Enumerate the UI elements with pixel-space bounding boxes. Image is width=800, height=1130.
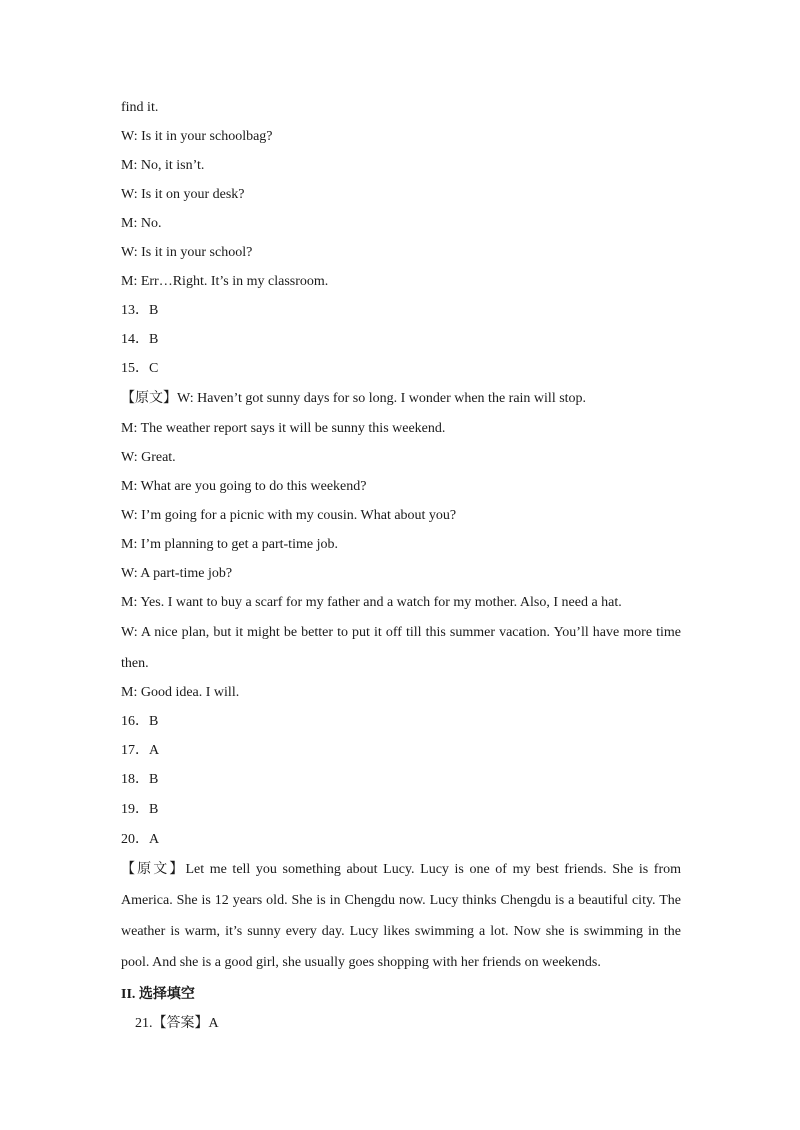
text-line: M: Good idea. I will. (121, 685, 240, 700)
section-heading: II. 选择填空 (121, 987, 195, 1002)
transcript-line: 【原文】W: Haven’t got sunny days for so long. I wonder when the rain will stop. (121, 391, 587, 406)
text-line: W: Is it in your school? (121, 245, 253, 260)
answer-line: 18．B (121, 772, 159, 787)
answer-line: 20．A (121, 832, 160, 847)
answer-line: 13．B (121, 303, 159, 318)
text-line: M: Yes. I want to buy a scarf for my father and a watch for my mother. Also, I need a hat. (121, 595, 622, 610)
answer-line: 17．A (121, 743, 160, 758)
text-line: M: I’m planning to get a part-time job. (121, 537, 338, 552)
transcript-paragraph: 【原文】Let me tell you something about Lucy. Lucy is one of my best friends. She is from America. She is 12 years old. She is in Chengdu now. Lucy thinks Chengdu is a beautiful city. The weather is warm, it’s sunny every day. Lucy likes swimming a lot. Now she is swimming in the pool. And she is a good girl, she usually goes shopping with her friends on weekends. (121, 862, 681, 970)
answer-line: 21.【答案】A (135, 1016, 219, 1031)
text-paragraph: W: A nice plan, but it might be better to put it off till this summer vacation. You’ll have more time then. (121, 625, 681, 671)
text-line: M: Err…Right. It’s in my classroom. (121, 274, 329, 289)
text-line: M: No, it isn’t. (121, 158, 205, 173)
answer-line: 15．C (121, 361, 159, 376)
text-line: M: What are you going to do this weekend? (121, 479, 367, 494)
text-line: W: A part-time job? (121, 566, 233, 581)
text-line: M: No. (121, 216, 162, 231)
text-line: M: The weather report says it will be sunny this weekend. (121, 421, 446, 436)
text-line: W: Is it in your schoolbag? (121, 129, 273, 144)
text-line: W: Is it on your desk? (121, 187, 245, 202)
text-line: find it. (121, 100, 159, 115)
answer-line: 19．B (121, 802, 159, 817)
answer-line: 14．B (121, 332, 159, 347)
answer-line: 16．B (121, 714, 159, 729)
text-line: W: Great. (121, 450, 176, 465)
text-line: W: I’m going for a picnic with my cousin. What about you? (121, 508, 457, 523)
